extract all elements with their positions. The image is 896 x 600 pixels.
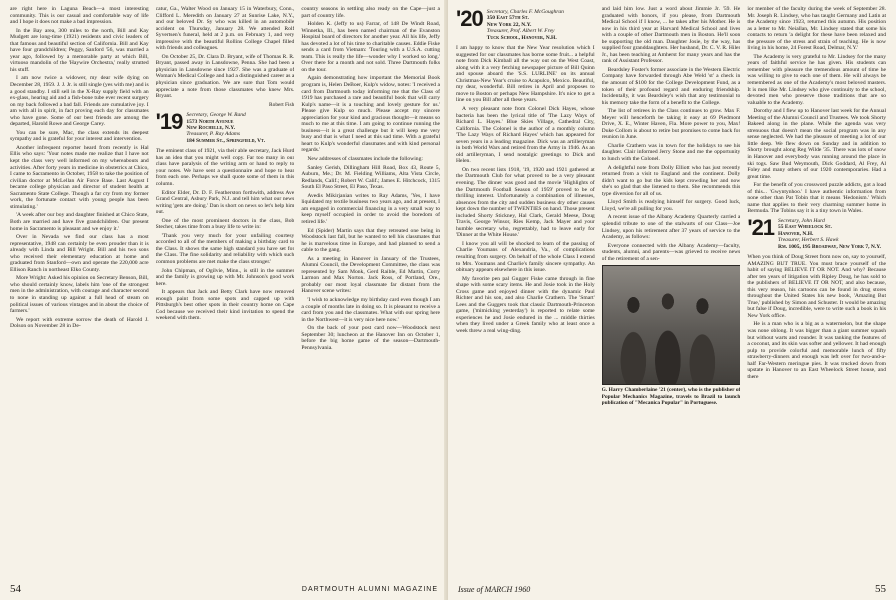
right-page bbox=[448, 0, 896, 600]
photo-caption: G. Harry Chamberlaine '21 (center), who is the publisher of Popular Mechanics Magazine, travels to Brazil to launch publication of "Mecanica Popular" in Portuguese. bbox=[601, 387, 741, 406]
paragraph: On the back of your post card now—Woodstock next September 30; luncheon at the Hanover Inn on October 1, before the big home game of the season—Dartmouth-Pennsylvania. bbox=[301, 325, 441, 351]
secretary-line: Secretary, Charles F. McGoughran bbox=[486, 9, 564, 15]
paragraph: Ed (Spider) Martin says that they retreated one being in Woodstock last fall, but he wanted to tell his classmates that he is marvelous time in Europe, and had planned to send a cable to the gang. bbox=[301, 227, 441, 254]
paragraph: The eminent class of 1921, via their able secretary, Jack Hurd has an idea that you might well copy. Far too many in our class have paralysis of the writing arm or hand to reply to your notes. We have sent a questionnaire and hope to hear from each one. Perhaps we shall quote some of them in this column. bbox=[155, 148, 295, 187]
issue-date: Issue of MARCH 1960 bbox=[458, 584, 531, 594]
paragraph: Editor Elder, Dr. D. F. Featherston forthwith, address Ave Grand Central, Asbury Park, N.J. and tell him what our news writing 'gets are doing.' Dan is short on news so let's help him out. bbox=[155, 189, 295, 216]
paragraph: I am now twice a widower, my dear wife dying on December 28, 1959. J. J. Jr. is still single (yes with me) and is a good standby. I still sell in the X-Ray supply field with an ex-glass, hearing aid and a fish-bone tube ever recent surgery on my back followed a bad fall. Friends are cumulative joy. I am with all in spirit, in fact proving each day for classmates who have gone. Some of our best friends are among the departed, Harold Rowe and George Carey. bbox=[10, 75, 149, 128]
class-year-number: '20 bbox=[456, 6, 483, 31]
address-line: New Rochelle, N.Y. bbox=[186, 125, 236, 132]
paragraph: catur, Ga., Walter Wood on January 15 in Waterbury, Conn., Clifford L. Meredith on January 27 at Sunrise Lake, N.Y., and our beloved Dr. Sy who was killed in an automobile accident on Thursday, January 28. We attended Rolf Syvertsen's funeral, held at 2 p.m. on February 1, and very impressive with the beautiful Rollins College Chapel filled with friends and colleagues. bbox=[155, 6, 295, 52]
class-header-1921 bbox=[747, 214, 886, 250]
paragraph: 'Thank you very much for your unfailing courtesy accorded to all of the members of making a birthday card to the Class. It shows the same high standard you have set for the Class. The fine solidarity and reliability with which such common problems are met make the class stronger.' bbox=[155, 232, 295, 265]
class-officers bbox=[186, 112, 265, 144]
paragraph: and laid him low. Just a word about Jimmie Jr. '59. He graduated with honors, if you please, from Dartmouth Medical School if I know, ... he takes after his Mother. He is now in his third year at Harvard Medical School and lives with a couple of other Dartmouth men in Boston. He'll soon be supporting the old man. Daughter Josie, by the way, has supplied four granddaughters. Her husband, Dr. C. V. R. Hiler Jr., has been teaching at Amherst for many years and has the rank of Assistant Professor. bbox=[601, 6, 741, 65]
secretary-line: Secretary, George W. Rand bbox=[186, 112, 246, 119]
group-photo bbox=[602, 265, 741, 385]
class-year-number: '21 bbox=[747, 214, 775, 240]
left-column-2 bbox=[156, 6, 295, 572]
page-number: 55 bbox=[875, 583, 886, 595]
class-header-1919 bbox=[155, 109, 295, 144]
paragraph: Sanley Gerish, Dillingham Hill Road, Box 43, Route 5, Auburn, Me.; Dr. M. Fielding Williams, Alta Vista Circle, Redlands, Calif.; Robert W. Calif.; James E. Hitchcock, 1315 South El Paso Street, El Paso, Texas. bbox=[301, 164, 441, 191]
class-officers bbox=[487, 9, 564, 41]
paragraph: Everyone connected with the Albany Academy—faculty, students, alumni, and parents—was grieved to receive news of the retirement of a sen- bbox=[601, 242, 741, 262]
paragraph: My favorite pen pal Gugger Fiske came through in fine shape with some scary items. He and Josie took in the Holy Cross game and enjoyed dinner with the dynamic Paul Richter and his son, and also Charlie Crathern. The 'Smart' Lees and the Guggers took that classic Dartmouth-Princeton game, ('mimicking yesterday') is reported to relate some experiences he and Josie endured in the ... middle thirties when they lived under a Greek family who at least once a week threw a real wing-ding. bbox=[456, 275, 595, 334]
right-column-1 bbox=[456, 6, 595, 572]
paragraph: Over in Nevada we find our class has a most representative, 1948 can certainly be even prouder than it is already with Linda and Bill Wright. Bill and his two sons who received their elementary education at home and graduated from Stanford—own and operate the 220,000 acre Ellison Ranch in northeast Elko County. bbox=[10, 234, 149, 273]
paragraph: On October 25, Dr. Clara D. Bryant, wife of Thomas R. R. Bryant, passed away in Lansdowne, Penna. She had been a physician in Lansdowne since 1927. She was a graduate of Woman's Medical College and had a distinguished career as a physician since graduation. We are sure that Tom would appreciate a note from those classmates who knew Mrs. Bryant. bbox=[155, 53, 295, 100]
paragraph: On two recent lists 1918, '19, 1920 and 1921 gathered at the Dartmouth Club for what proved to be a very pleasant evening. The dinner was good and the movie 'Highlights of the Dartmouth Football Season of 1959' proved to be of thrilling interest. Unfortunately a combination of illnesses, absences from the city and sudden business dry other causes kept down the number of TWENTIES on hand. Those present included Shorty Stickney, Hal Clark, Gerald Meese, Doug Travis, George Winsor, Ries Kemp, Jack Mayer and your humble secretary who, regrettably, had to leave early for 'Dinner at the White House.' bbox=[456, 166, 595, 239]
right-page-footer bbox=[458, 582, 886, 596]
signature: Robert Fish bbox=[269, 101, 295, 108]
class-header-1920 bbox=[456, 6, 595, 41]
paragraph: New addresses of classmates include the following: bbox=[307, 156, 423, 163]
treasurer-line: Treasurer, Prof. Albert W. Frey bbox=[486, 28, 555, 35]
paragraph: I know you all will be shocked to learn of the passing of Charlie Youmans of Alexandria, Va., of complications resulting from surgery. On behalf of the whole Class I extend to Mrs. Youmans and Charlie's family sincere sympathy. An obituary appears elsewhere in this issue. bbox=[456, 240, 595, 274]
paragraph: are right here in Laguna Beach—a most interesting community. This is our casual and comfortable way of life and I hope it does not make a bad impression. bbox=[10, 6, 149, 26]
paragraph: Dorothy and I flew up to Hanover last week for the Annual Meeting of the Alumni Council and Trustees. We took Shorty Bakeed along in the plane. While the agenda was very strenuous that doesn't mean the social program was in any sense neglected. We had the pleasure of meeting a lot of our little deep. We flew down on Sunday and in addition to Shorty brought along Reg Wilde '35. There was lots of snow in Hanover and everybody was running around the place in ski togs. Saw Bud Weymouth, Dick Goddard, Al Frey, Al Foley and many others of our 1920 contemporaries. Had a great time. bbox=[747, 108, 887, 180]
paragraph: We report with extreme sorrow the death of Harold J. Dolson on November 28 in De- bbox=[10, 316, 149, 330]
magazine-name: DARTMOUTH ALUMNI MAGAZINE bbox=[301, 585, 438, 593]
paragraph: The Academy is very grateful to Mr. Lindsey for the many years of faithful service he has given. His students can remember with pleasure the tremendous amount of time he was willing to give to each one of them. He will always be remembered as one of the Academy's most beloved masters. It is men like Mr. Lindsey who give continuity to the school, devoted men who preserve those traditions that are so valuable to the Academy. bbox=[747, 53, 887, 106]
left-column-1 bbox=[10, 6, 149, 572]
paragraph: 'I wish to acknowledge my birthday card even though I am a couple of months late in doing so. It is pleasant to receive a card from you and the classmates. What with our spring here in the Northwest—it is very nice here now.' bbox=[301, 296, 441, 323]
paragraph: ior member of the faculty during the week of September 28. Mr. Joseph R. Lindsey, who has taught Germany and Latin at the Academy since 1923, returned this autumn. His position as a letter to Mr. Neiallan, Mr. Lindsey stated that some his contacts to return 'a delight for these have been relaxed and the pressure of the stress and strain of teaching. He is now living in his home, 24 Forest Road, Delmar, N.Y.' bbox=[747, 6, 887, 52]
left-page-footer bbox=[10, 582, 438, 596]
treasurer-line: Treasurer, P. Ray Adams bbox=[186, 131, 241, 138]
paragraph: A recent issue of the Albany Academy Quarterly carried a splendid tribute to one of the stalwarts of our Class—Joe Lindsey, upon his retirement after 37 years of service to the Academy, as follows: bbox=[601, 214, 741, 241]
paragraph: Another infrequent reporter heard from recently is Hal Ellis who says: 'Your notes made me realize that I have not kept the class very well informed on my whereabouts and activities. After forty years in medicine in obstetrics at Chico, I came to Sacramento in October, 1958 to take the position of civilian doctor at McLellan Air Force Base. Last August I became college physician and director of student health at Sacramento State College. Though a far cry from my former work, the fortunate contact with young people has been stimulating.' bbox=[10, 144, 149, 210]
left-column-3 bbox=[301, 6, 440, 572]
address-line: 184 Summer St., Springfield, Vt. bbox=[186, 137, 266, 144]
paragraph: In the Bay area, 300 miles to the north, Bill and Kay Mudgett are long-time (1921) residents and civic leaders of that famous and beautiful section of California. Bill and Kay have four grandchildren; Peggy, Sanford '56, was married a year ago, followed by a memorable party at which Bill, virtuoso mandolin of the 'Haywire Orchestra,' really strutted his stuff. bbox=[10, 27, 149, 73]
paragraph: Holden K. (Jeffy to us) Farrar, of 148 De Windt Road, Winnetka, Ill., has been named chairman of the Evanston Hospital board of directors for another year. All his life, Jeffy has devoted a lot of his time to charitable causes. Eddie Fiske sends a card from Vietnam: 'Touring with a U.S.A. cutting team. This is really the life—wonder why I worked so long.' Over there for a month and not sold. Three Dartmouth folks on the tour. bbox=[301, 21, 441, 73]
paragraph: It appears that Jack and Betty Clark have now removed enough paint from some spots and capped up with Pittsburgh's best other spots in their country home on Cape Cod because we received their kind invitation to spend the weekend with them. bbox=[155, 289, 295, 322]
class-year-number: '19 bbox=[155, 109, 183, 135]
right-column-3 bbox=[747, 6, 886, 572]
paragraph: Again demonstrating how important the Memorial Book program is, Helen DeBoer, Kulp's widow, notes: 'I received a card from Dartmouth today informing me that the Class of 1919 has purchased a rare and beautiful book that will carry Kulp's name—it is a touching and lovely gesture for us.' Please give Kulp so much. Please accept my sincere appreciation for your kind and gracious thought—it means so much to me at this time. I am going to continue running the business—it is a great challenge but it will keep me very busy and that is what I need at this sad time. With a grateful heart to Kulp's wonderful classmates and with kind personal regards.' bbox=[301, 75, 441, 154]
paragraph: A very pleasant note from Colonel Dick Hayes, whose bacteria has been the lyrical title of 'The Lazy Ways of Richard L. Hayes.' Blue Skies Village, Cathedral City, California. The Colonel is the author of a monthly column 'The Lazy Ways of Richard Hayes' which has appeared for seven years in a leading magazine. Dick was an artilleryman in both World Wars and retired from the Army in 1946. As an old artilleryman, I send nostalgic greetings to Dick and Helen. bbox=[456, 105, 595, 165]
right-page-columns bbox=[456, 6, 886, 572]
paragraph: Avedis Mikirjanian writes to Ray Adams, 'Yes, I have liquidated my textile business two years ago, and at present, I am engaged in commercial financing in a very small way to keep myself occupied in order to avoid the boredom of retired life.' bbox=[301, 192, 441, 225]
address-line: Tuck School, Hanover, N.H. bbox=[486, 34, 557, 41]
paragraph: When you think of Doug Street from now on, say to yourself, AMAZING BUT TRUE. You must brace yourself of the habit of saying BELIEVE IT OR NOT. And why? Because after ten years of litigation with Ripley Doug, he has sold to the publishers of BELIEVE IT OR NOT, and also because, this very reason, his cartoons can be found in drug stores throughout the United States his new book, 'Amazing But True,' published by Simon and Schuster. It would be amazing but false if Doug, incredible, were to write such a book in his New York office. bbox=[747, 253, 887, 319]
address-line: Hanover, N.H. bbox=[778, 230, 814, 237]
paragraph: More Wright: Asked his opinion on Secretary Benson, Bill, who should certainly know, labels him 'one of the strongest men in the administration, with courage and character second to none in standing up against a full head of steam on political issues of various vintages and in about the choice of farmers.' bbox=[10, 275, 149, 315]
secretary-line: Secretary, John Hurd bbox=[778, 217, 825, 224]
paragraph: Charlie Crathern was in town for the holidays to see his daughter. Clair informed Jerry Stone and me the opportunity to lunch with the Colonel. bbox=[601, 142, 741, 163]
address-line: New York 22, N.Y. bbox=[486, 21, 532, 28]
paragraph: John Chipman, of Ogilvie, Minn., is still in the summer and the family is growing up with Mr. Johnson's good work here. bbox=[155, 267, 295, 287]
treasurer-line: Treasurer, Herbert S. Hawk bbox=[778, 237, 839, 244]
paragraph: Lloyd Smith is readying himself for surgery. Good luck, Lloyd, we're all pulling for you. bbox=[601, 199, 741, 212]
page-number: 54 bbox=[10, 583, 21, 595]
paragraph: For the benefit of you crossword puzzle addicts, got a load of this... 'Gwyntynhoo.' I have authentic information from none other than Pat Tobin that it means 'Hedonism.' Which name that applies to their very charming summer home in Bermuda. The Tobins say it is a tiny town in Wales. bbox=[747, 182, 887, 215]
paragraph: You can be sure, Mac, the class extends its deepest sympathy and is grateful for your interest and intervention. bbox=[10, 129, 149, 143]
paragraph: The list of retirees in the Class continues to grow. Max F. Meyer will henceforth be taking it easy at 69 Piedmont Drive, X. E., Winter Haven, Fla. More power to you, Max! Duke Collom is about to retire but promises to come back for reunion in June. bbox=[601, 108, 741, 141]
address-line: 55 East Wheelock St. bbox=[778, 224, 832, 231]
paragraph: As a meeting in Hanover in January of the Trustees, Alumni Council, the Development Committee, the class was represented by Sam Monk, Gerd Raible, Ed Martin, Corry Larmon and Max Norton. Jack Ross, of Portland, Ore., probably our most loyal classmate far distant from the Hanover scene writes: bbox=[301, 255, 441, 295]
address-line: 350 East 57th St. bbox=[486, 15, 529, 22]
class-officers bbox=[778, 218, 881, 250]
paragraph: He is a man who is a big as a watermelon, but the shape was none oblong. It was bigger than a giant summer squash but without warts and rounder. It was tanking the features of a coconut, and its skin was softer and yellower. It had enough pulp to provide colorful and memorable lunch of fifty strawberry-dinners and enough was left over for two-and-a-half Far-Western meringue pies. It was trucked down from upstate in Hanover to an East Wheelock Street house, and there bbox=[747, 321, 887, 380]
paragraph: country seasons in settling also ready on the Cape—just a part of country life. bbox=[301, 6, 441, 19]
paragraph: I am happy to know that the New Year resolution which I suggested for our classmates has borne some fruit... a helpful note from Dick Kimball all the way out on the West Coast, along with it a very fetching newspaper picture of Bill Quinn and spouse aboard the 'S.S. LURLINE' on its annual Christmas-New Year's cruise to Acapulco, Mexico. Beautiful, my dear, wonderful. Bill retires in April and proposes to move to Boston or perhaps New Hampshire. It's nice to get a line on you Bill after all these years. bbox=[456, 45, 595, 104]
paragraph: One of the most prominent doctors in the class, Bob Stecher, takes time from a busy life to write in: bbox=[155, 217, 295, 231]
paragraph: Beardsley Foster's former associate in the Western Electric Company have forwarded through Abe Weld 'st' a check in the amount of $100 for the College Development Fund, as a token of their profound regard and enduring friendship. Incidentally, it was Beardsley's wish that any testimonial to his memory take the form of a benefit to the College. bbox=[601, 66, 741, 106]
left-page-columns bbox=[10, 6, 440, 572]
address-line: Rm. 1005, 195 Broadway, New York 7, N.Y. bbox=[778, 243, 882, 250]
address-line: 1573 North Avenue bbox=[186, 118, 234, 125]
paragraph: A delightful note from Dolly Elliott who has just recently returned from a visit to England and the continent. Dolly didn't want to go but the kids kept crowding her and now she's so glad that she listened to them. She recommends this type diversion for all of us. bbox=[601, 164, 741, 197]
paragraph: 'A week after our boy and daughter finished at Chico State, Both are married and have five grandchildren. Our present home in Sacramento is pleasant and we enjoy it.' bbox=[10, 212, 149, 232]
right-column-2 bbox=[602, 6, 741, 572]
